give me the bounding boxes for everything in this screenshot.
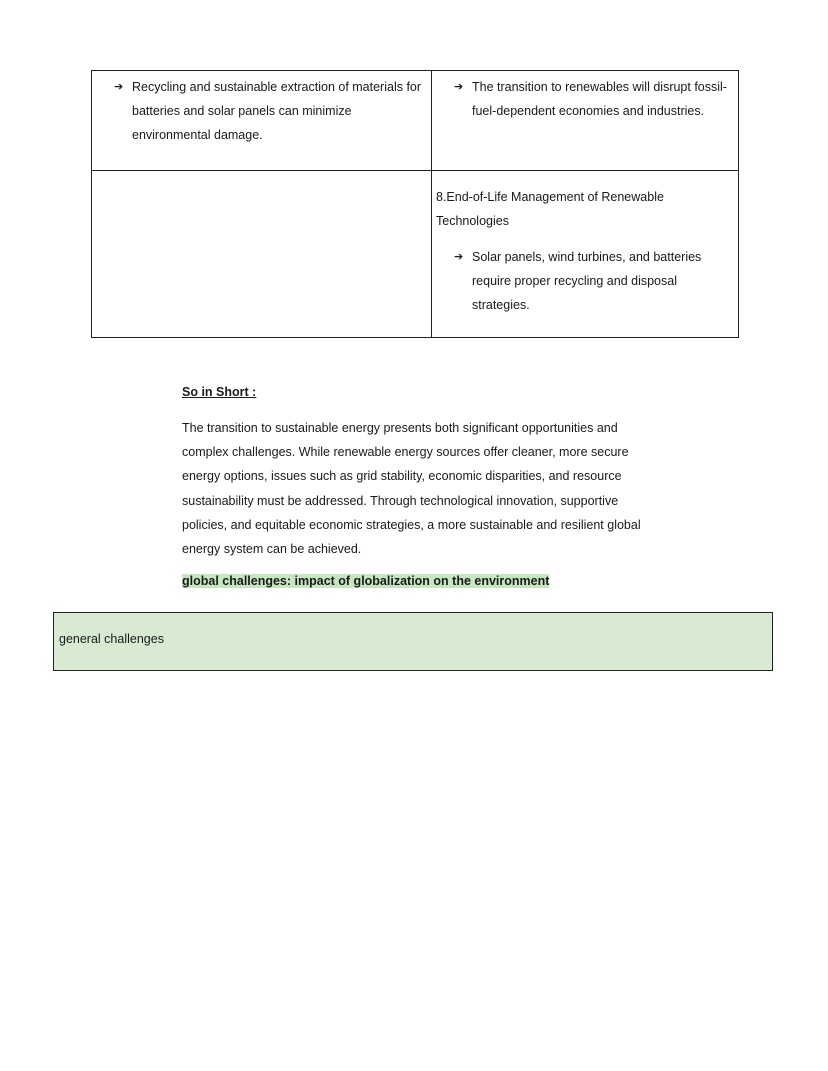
highlighted-heading: [182, 572, 652, 590]
bullet-text: Recycling and sustainable extraction of materials for batteries and solar panels can minimize environmental damage.: [132, 80, 422, 142]
list-item: [432, 75, 738, 123]
table-cell-right: [432, 171, 739, 338]
arrow-bullet-icon: ➔: [454, 81, 464, 93]
general-challenges-box: [53, 612, 773, 671]
bullet-list: [432, 75, 738, 123]
bullet-list: [92, 75, 431, 147]
table-row: [92, 71, 739, 171]
list-item: [432, 245, 738, 317]
summary-title: So in Short :: [182, 385, 257, 399]
bullet-text: The transition to renewables will disrupt fossil-fuel-dependent economies and industries.: [472, 80, 727, 118]
list-item: [92, 75, 431, 147]
bullet-list: [432, 245, 738, 317]
section-heading: 8.End-of-Life Management of Renewable Technologies: [436, 190, 664, 228]
highlighted-heading-text: global challenges: impact of globalization on the environment: [182, 574, 550, 589]
arrow-bullet-icon: ➔: [454, 251, 464, 263]
table-row: [92, 171, 739, 338]
summary-section: [182, 380, 652, 590]
summary-paragraph: The transition to sustainable energy presents both significant opportunities and complex challenges. While renewable energy sources offer cleaner, more secure energy options, issues such as grid stability, economic disparities, and resource sustainability must be addressed. Through technological innovation, supportive policies, and equitable economic strategies, a more sustainable and resilient global energy system can be achieved.: [182, 421, 641, 557]
table-cell-right: [432, 71, 739, 171]
arrow-bullet-icon: ➔: [114, 81, 124, 93]
bullet-text: Solar panels, wind turbines, and batteries require proper recycling and disposal strategies.: [472, 250, 702, 312]
table-cell-left-empty: [92, 171, 432, 338]
table-cell-left: [92, 71, 432, 171]
box-text: general challenges: [59, 632, 164, 646]
content-table: [91, 70, 739, 338]
